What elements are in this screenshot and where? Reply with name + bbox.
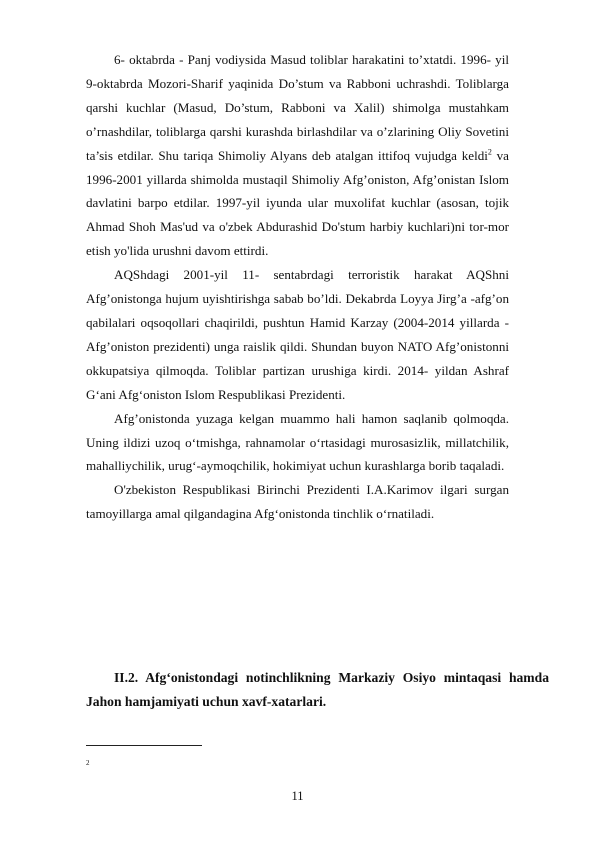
paragraph-aqsh: AQShdagi 2001-yil 11- sentabrdagi terroristik harakat AQShni Afg’onistonga hujum uyishtirishga sabab bo’ldi. Dekabrda Loyya Jirg’a -afg’on qabilalari oqsoqollari chaqirildi, pushtun Hamid Karzay (2004-2014 yillarda - Afg’oniston prezidenti) unga raislik qildi. Shundan buyon NATO Afg’onistonni okkupatsiya qilmoqda. Toliblar partizan urushiga kirdi. 2014- yildan Ashraf G‘ani Afg‘oniston Islom Respublikasi Prezidenti.: [86, 267, 509, 402]
paragraph-text-continued: va 1996-2001 yillarda shimolda mustaqil Shimoliy Afg’oniston, Afg’onistan Islom davlatini barpo etdilar. 1997-yil iyunda ular muxolifat kuchlar (asosan, tojik Ahmad Shoh Mas'ud va o'zbek Abdurashid Do'stum harbiy kuchlari)ni tor-mor etish yo'lida urushni davom ettirdi.: [86, 147, 509, 259]
section-heading: II.2. Afg‘onistondagi notinchlikning Markaziy Osiyo mintaqasi hamda Jahon hamjamiyati uchun xavf-xatarlari.: [86, 670, 549, 709]
paragraph-karimov: O'zbekiston Respublikasi Birinchi Prezidenti I.A.Karimov ilgari surgan tamoyillarga amal qilgandagina Afg‘onistonda tinchlik o‘rnatiladi.: [86, 482, 509, 522]
footnote-reference[interactable]: 2: [487, 147, 492, 157]
paragraph-muammo: Afg’onistonda yuzaga kelgan muammo hali hamon saqlanib qolmoqda. Uning ildizi uzoq o‘tmishga, rahnamolar o‘rtasidagi murosasizlik, millatchilik, mahalliychilik, urug‘-aymoqchilik, hokimiyat uchun kurashlarga borib taqaladi.: [86, 410, 509, 474]
paragraph-text: 6- oktabrda - Panj vodiysida Masud toliblar harakatini to’xtatdi. 1996- yil 9-oktabrda Mozori-Sharif yaqinida Do’stum va Rabboni uchrashdi. Toliblarga qarshi kuchlar (Masud, Do’stum, Rabboni va Xalil) shimolga mustahkam o’rnashdilar, toliblarga qarshi kurashda birlashdilar va o’zlarining Oliy Sovetini ta’sis etdilar. Shu tariqa Shimoliy Alyans deb atalgan ittifoq vujudga keldi: [86, 52, 509, 163]
page-number: 11: [291, 789, 304, 803]
body-text: [86, 48, 509, 526]
paragraph-shimoliy-alyans: [86, 48, 509, 263]
footnote-mark: 2: [86, 759, 90, 767]
footnote-divider: [86, 745, 202, 746]
